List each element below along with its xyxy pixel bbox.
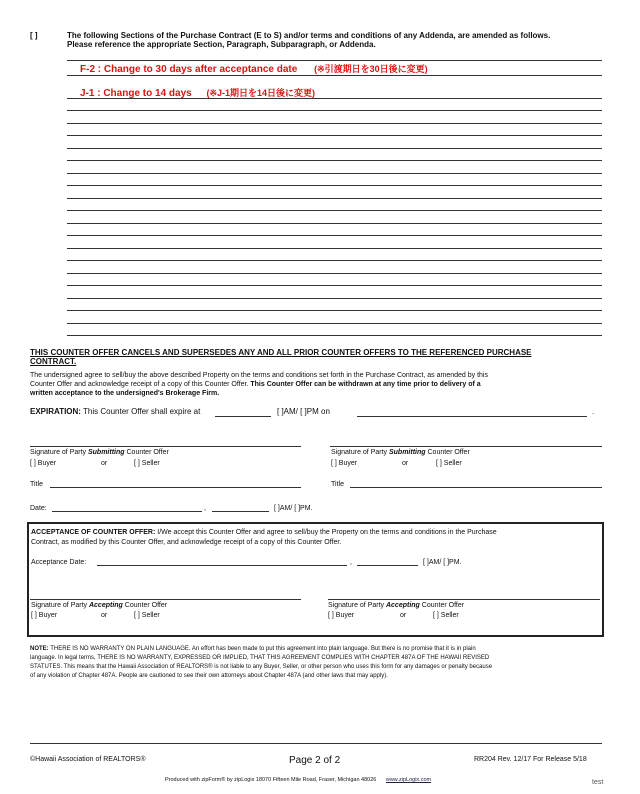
submitting-signature-line-right[interactable] [330,446,602,447]
amendment-1-english: F-2 : Change to 30 days after acceptance date [80,64,298,75]
amendment-line [67,310,602,311]
footer-corner-label: test [592,779,604,786]
acceptance-text-line2: Contract, as modified by this Counter Offer, and acknowledge receipt of a copy of this Counter Offer. [31,539,342,546]
amendment-line [67,173,602,174]
accepting-signature-label-left [31,601,167,610]
or-label: or [402,460,409,467]
sig-prefix: Signature of Party [328,602,386,609]
expiration-time-field[interactable] [215,416,271,417]
amendment-line [67,185,602,186]
note-line1 [30,645,476,653]
accepting-seller-checkbox-right[interactable]: [ ] Seller [433,612,459,619]
date-time-field[interactable] [212,511,269,512]
supersede-paragraph-line1: The undersigned agree to sell/buy the above described Property on the terms and conditions set forth in the Purchase Contract, as amended by this [30,372,488,379]
acceptance-text: I/We accept this Counter Offer and agree to sell/buy the Property on the terms and conditions in the Purchase [155,529,497,536]
accepting-seller-checkbox-left[interactable]: [ ] Seller [134,612,160,619]
footer-form-number: RR204 Rev. 12/17 For Release 5/18 [474,756,587,763]
acceptance-date-label: Acceptance Date: [31,559,87,566]
title-field-left[interactable] [50,487,301,488]
acceptance-comma: , [350,559,352,566]
note-line4: of any violation of Chapter 487A. People are cautioned to see their own attorneys about Chapter 487A (and other laws that may apply). [30,673,388,679]
ziplogix-link[interactable]: www.zipLogix.com [385,777,432,783]
addenda-checkbox[interactable]: [ ] [30,31,38,40]
date-field[interactable] [52,511,202,512]
amendment-line [67,260,602,261]
title-label-left: Title [30,481,43,488]
acceptance-date-field[interactable] [97,565,347,566]
amendment-line [67,285,602,286]
sig-emph: Submitting [87,449,125,456]
amendment-line [67,160,602,161]
footer-produced [165,777,431,784]
addenda-instruction-line1: The following Sections of the Purchase Contract (E to S) and/or terms and conditions of any Addenda, are amended as follows. [67,31,551,40]
amendment-line [67,223,602,224]
note-line3: STATUTES. This means that the Hawaii Association of REALTORS® is not liable to any Buyer, Seller, or other person who uses this form for any damages or penalty because [30,664,493,670]
sig-prefix: Signature of Party [30,449,88,456]
expiration-date-field[interactable] [357,416,587,417]
footer-page-number: Page 2 of 2 [289,755,341,766]
sig-suffix: Counter Offer [124,449,169,456]
accepting-signature-line-right[interactable] [328,599,600,600]
date-comma: , [204,505,206,512]
amendment-1[interactable] [80,62,428,75]
supersede-heading-line2: CONTRACT. [30,357,77,366]
amendment-line [67,98,602,99]
title-label-right: Title [331,481,344,488]
or-label: or [400,612,407,619]
submitting-buyer-checkbox-left[interactable]: [ ] Buyer [30,460,57,467]
expiration-row [30,407,200,417]
amendment-line [67,75,602,76]
submitting-signature-label-right [331,448,470,457]
accepting-buyer-checkbox-right[interactable]: [ ] Buyer [328,612,355,619]
amendment-line [67,135,602,136]
date-label: Date: [30,505,47,512]
expiration-ampm[interactable]: [ ]AM/ [ ]PM on [277,407,330,416]
title-field-right[interactable] [350,487,602,488]
sig-suffix: Counter Offer [419,602,465,609]
supersede-paragraph-line2 [30,380,481,389]
amendment-line [67,210,602,211]
amendment-line [67,273,602,274]
submitting-signature-label-left [30,448,169,457]
addenda-instruction-line2: Please reference the appropriate Section, Paragraph, Subparagraph, or Addenda. [67,40,376,49]
amendment-line [67,323,602,324]
amendment-line [67,110,602,111]
submitting-seller-checkbox-left[interactable]: [ ] Seller [134,460,160,467]
sig-suffix: Counter Offer [122,602,168,609]
submitting-signature-line-left[interactable] [30,446,301,447]
amendment-line [67,148,602,149]
sig-emph: Accepting [385,602,420,609]
expiration-label: EXPIRATION: [30,407,81,416]
amendment-line [67,60,602,61]
sig-emph: Accepting [88,602,123,609]
amendment-line [67,248,602,249]
sig-prefix: Signature of Party [331,449,389,456]
supersede-heading-line1: THIS COUNTER OFFER CANCELS AND SUPERSEDES ANY AND ALL PRIOR COUNTER OFFERS TO THE REFERENCED PURCHASE [30,348,532,357]
accepting-signature-label-right [328,601,464,610]
date-ampm[interactable]: [ ]AM/ [ ]PM. [274,505,313,512]
amendment-2-japanese: (※J-1期日を14日後に変更) [206,88,316,98]
amendment-line [67,235,602,236]
amendment-line [67,335,602,336]
or-label: or [101,612,108,619]
submitting-buyer-checkbox-right[interactable]: [ ] Buyer [331,460,358,467]
acceptance-time-field[interactable] [357,565,418,566]
amendment-2-english: J-1 : Change to 14 days [80,88,192,99]
note-line2: language. In legal terms, THERE IS NO WARRANTY, EXPRESSED OR IMPLIED, THAT THIS AGREEMENT COMPLIES WITH CHAPTER 487A OF THE HAWAII REVISED [30,655,490,661]
amendment-line [67,198,602,199]
sig-emph: Submitting [388,449,426,456]
withdrawal-notice: This Counter Offer can be withdrawn at any time prior to delivery of a [250,381,481,388]
sig-suffix: Counter Offer [425,449,470,456]
acceptance-heading: ACCEPTANCE OF COUNTER OFFER: [31,529,156,536]
sig-prefix: Signature of Party [31,602,89,609]
expiration-text: This Counter Offer shall expire at [83,407,201,416]
accepting-buyer-checkbox-left[interactable]: [ ] Buyer [31,612,58,619]
amendment-line [67,123,602,124]
acceptance-ampm[interactable]: [ ]AM/ [ ]PM. [423,559,462,566]
supersede-text: Counter Offer and acknowledge receipt of a copy of this Counter Offer. [30,381,251,388]
supersede-paragraph-line3: written acceptance to the undersigned's Brokerage Firm. [30,390,220,397]
amendment-line [67,298,602,299]
accepting-signature-line-left[interactable] [30,599,301,600]
expiration-period: . [592,407,595,416]
or-label: or [101,460,108,467]
amendment-1-japanese: (※引渡期日を30日後に変更) [314,64,428,74]
note-text: THERE IS NO WARRANTY ON PLAIN LANGUAGE. An effort has been made to put this agreement into plain language. But there is no promise that it is in plain [48,646,476,652]
note-label: NOTE: [30,646,49,652]
footer-divider [30,743,602,744]
acceptance-text-line1 [31,528,497,537]
submitting-seller-checkbox-right[interactable]: [ ] Seller [436,460,462,467]
footer-association: ©Hawaii Association of REALTORS® [30,756,146,763]
produced-text: Produced with zipForm® by zipLogix 18070 Fifteen Mile Road, Fraser, Michigan 48026 [165,777,377,783]
